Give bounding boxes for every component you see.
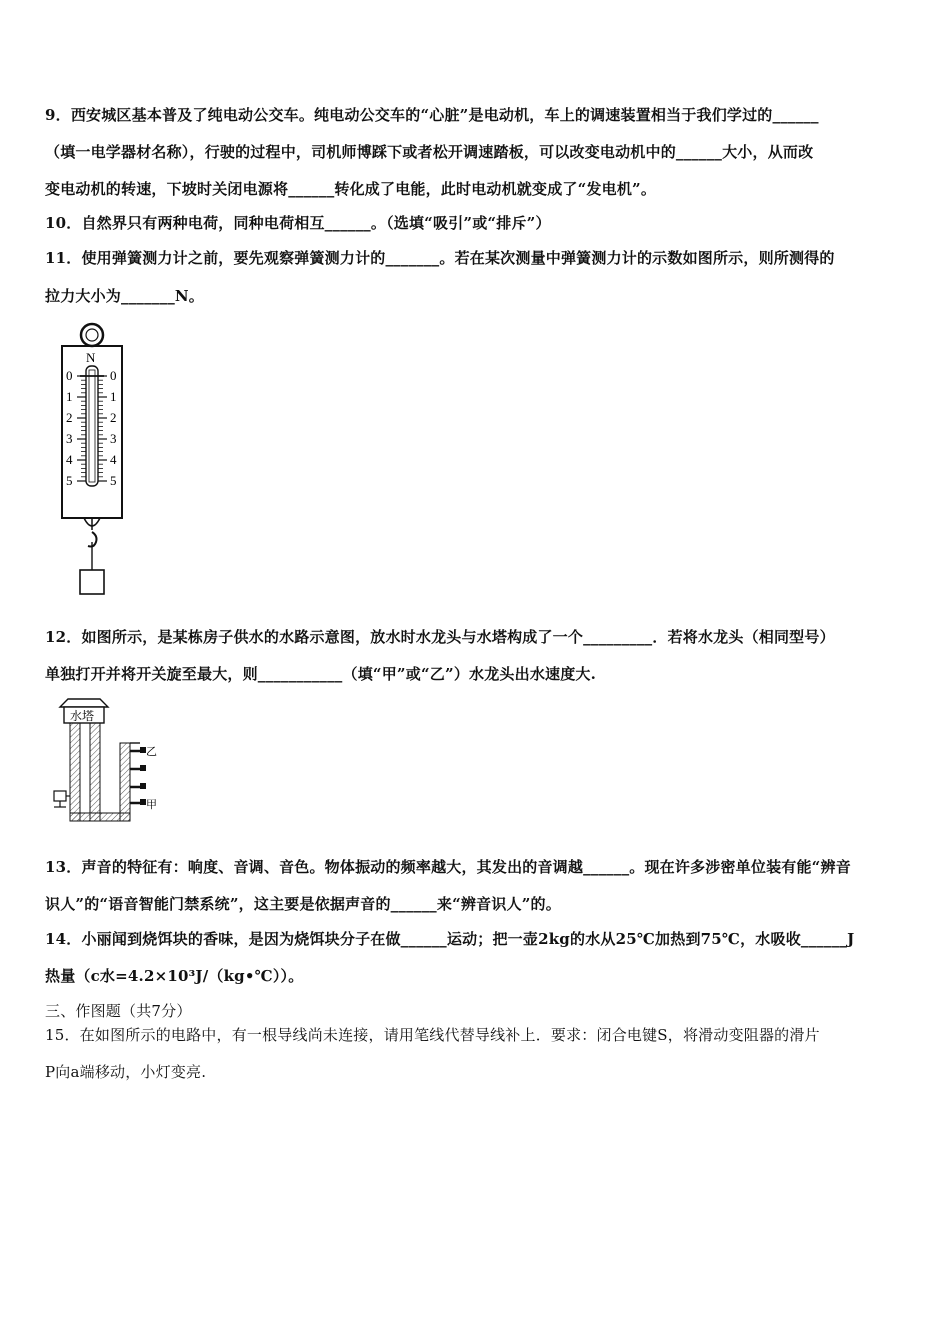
tick-label-right: 4: [110, 452, 117, 467]
q9-line2: （填一电学器材名称），行驶的过程中，司机师博踩下或者松开调速踏板，可以改变电动机中的______大小，从而改: [45, 143, 814, 161]
tap-icon: [130, 783, 146, 789]
tick-label-left: 0: [66, 368, 73, 383]
q13-line1: 13．声音的特征有：响度、音调、音色。物体振动的频率越大，其发出的音调越______。现在许多涉密单位装有能“辨音: [45, 858, 851, 876]
q9-line1: 9．西安城区基本普及了纯电动公交车。纯电动公交车的“心脏”是电动机，车上的调速装置相当于我们学过的______: [45, 106, 819, 124]
tick-label-left: 5: [66, 473, 73, 488]
tick-label-left: 2: [66, 410, 73, 425]
q14-line1: 14．小丽闻到烧饵块的香味，是因为烧饵块分子在做______运动；把一壶2kg的水从25℃加热到75℃，水吸收______J: [45, 930, 855, 948]
q14-line2: 热量（c水=4.2×10³J/（kg•℃））。: [45, 967, 304, 985]
q11-line2: 拉力大小为_______N。: [45, 287, 205, 305]
q9-line3: 变电动机的转速，下坡时关闭电源将______转化成了电能，此时电动机就变成了“发电机”。: [45, 180, 657, 198]
tick-label-right: 3: [110, 431, 117, 446]
tap-jia-label: 甲: [146, 799, 157, 811]
tick-label-right: 2: [110, 410, 117, 425]
unit-label: N: [86, 350, 96, 365]
spring-tube: [86, 366, 98, 486]
tap-jia-icon: [130, 799, 146, 805]
pump-icon: [54, 791, 66, 801]
q15-line2: P向a端移动，小灯变亮.: [45, 1063, 207, 1081]
tick-label-right: 0: [110, 368, 117, 383]
tick-label-right: 5: [110, 473, 117, 488]
tick-label-left: 1: [66, 389, 73, 404]
top-ring: [81, 324, 103, 346]
tick-label-right: 1: [110, 389, 117, 404]
q10-line1: 10．自然界只有两种电荷，同种电荷相互______。（选填“吸引”或“排斥”）: [45, 214, 551, 232]
water-tower-figure: [50, 695, 170, 834]
section-heading: 三、作图题（共7分）: [45, 1002, 192, 1020]
tower-label: 水塔: [70, 709, 95, 723]
tap-yi-label: 乙: [146, 746, 157, 758]
tick-label-left: 3: [66, 431, 73, 446]
q13-line2: 识人”的“语音智能门禁系统”，这主要是依据声音的______来“辨音识人”的。: [45, 895, 561, 913]
q12-line2: 单独打开并将开关旋至最大，则___________（填“甲”或“乙”）水龙头出水速度大.: [45, 665, 597, 683]
q12-line1: 12．如图所示，是某栋房子供水的水路示意图，放水时水龙头与水塔构成了一个_________．若将水龙头（相同型号）: [45, 628, 835, 646]
tap-icon: [130, 765, 146, 771]
tower-roof: [60, 699, 108, 707]
spring-scale-figure: [50, 320, 140, 604]
q11-line1: 11．使用弹簧测力计之前，要先观察弹簧测力计的_______。若在某次测量中弹簧测力计的示数如图所示，则所测得的: [45, 249, 835, 267]
tap-yi-icon: [130, 747, 146, 753]
q15-line1: 15．在如图所示的电路中，有一根导线尚未连接，请用笔线代替导线补上．要求：闭合电键S，将滑动变阻器的滑片: [45, 1026, 820, 1044]
weight-block: [80, 570, 104, 594]
tick-label-left: 4: [66, 452, 73, 467]
